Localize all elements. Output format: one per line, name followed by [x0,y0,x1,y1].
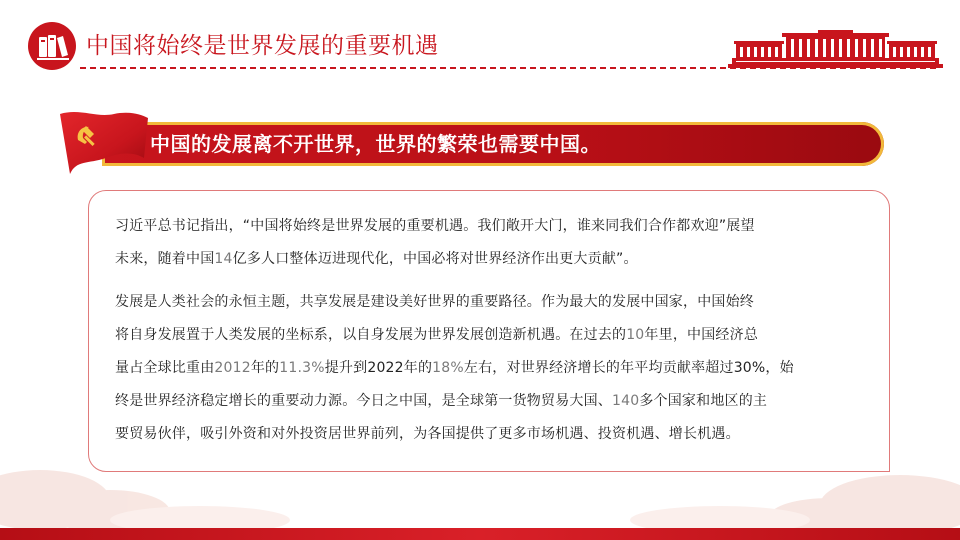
number: 140 [612,393,640,409]
paragraph-line [115,319,845,352]
paragraph-quote [115,210,845,276]
text-segment: 要贸易伙伴，吸引外资和对外投资居世界前列，为各国提供了更多市场机遇、投资机遇、增长机遇。 [115,426,740,442]
bottom-bar [0,528,960,540]
text-segment: 亿多人口整体迈进现代化，中国必将对世界经济作出更大贡献”。 [232,251,638,267]
number: 10 [626,327,645,343]
text-segment: 将自身发展置于人类发展的坐标系，以自身发展为世界发展创造新机遇。在过去的 [115,327,627,343]
text-segment: 多个国家和地区的主 [639,393,768,409]
text-segment: 量占全球比重由 [115,360,215,376]
number: 18% [432,360,464,376]
number: 14 [214,251,233,267]
text-segment: 发展是人类社会的永恒主题，共享发展是建设美好世界的重要路径。作为最大的发展中国家，中国始终 [115,294,754,310]
great-hall-building-icon [728,30,943,74]
party-flag-icon [56,104,152,188]
text-segment: 年里，中国经济总 [644,327,759,343]
text-segment: 习近平总书记指出，“中国将始终是世界发展的重要机遇。我们敞开大门，谁来同我们合作都欢迎”展望 [115,218,755,234]
books-icon [28,22,76,70]
text-segment: 左右，对世界经济增长的年平均贡献率超过30%，始 [463,360,794,376]
text-segment: 年的 [250,360,280,376]
headline-text: 中国的发展离不开世界，世界的繁荣也需要中国。 [150,132,601,156]
cloud-decoration [0,420,960,534]
paragraph-line [115,210,845,243]
paragraph-line [115,243,845,276]
text-segment: 未来，随着中国 [115,251,215,267]
paragraph-line [115,385,845,418]
text-segment: 终是世界经济稳定增长的重要动力源。今日之中国，是全球第一货物贸易大国、 [115,393,612,409]
number: 2012 [214,360,251,376]
number: 11.3% [279,360,325,376]
paragraph-line [115,286,845,319]
page-title: 中国将始终是世界发展的重要机遇 [86,33,439,59]
text-segment: 提升到2022年的 [324,360,433,376]
paragraph-line [115,352,845,385]
